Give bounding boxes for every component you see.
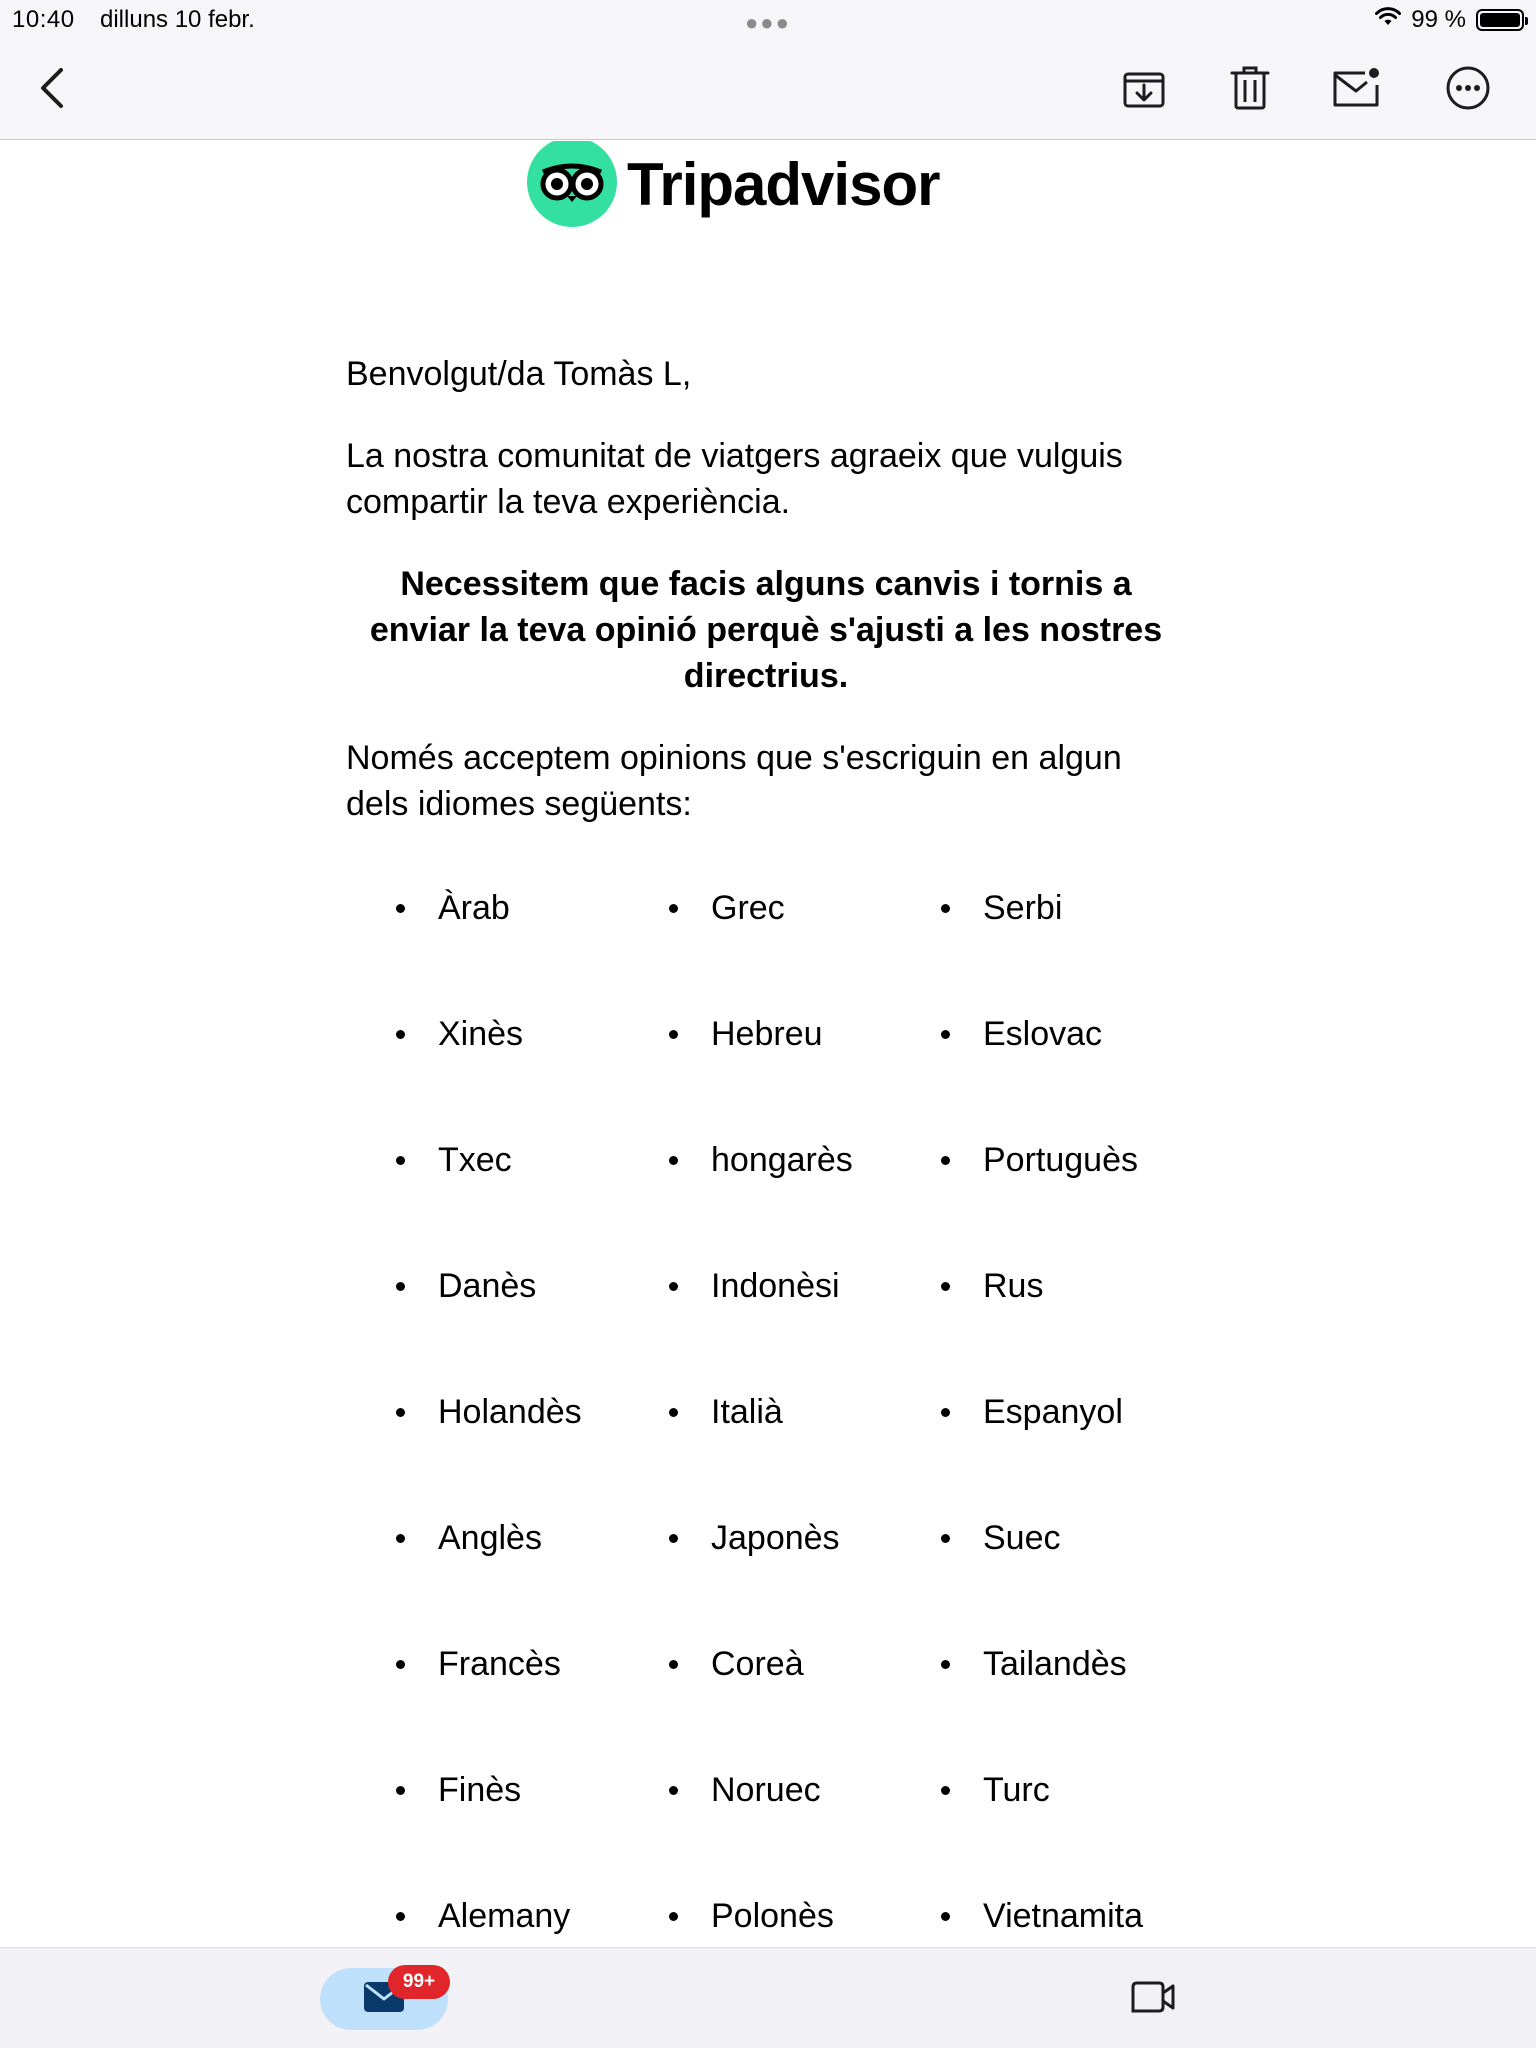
language-item	[390, 1767, 663, 1813]
battery-icon	[1476, 9, 1524, 31]
language-label: Finès	[438, 1770, 522, 1809]
mail-toolbar	[0, 40, 1536, 140]
bullet-icon	[396, 1030, 405, 1039]
bullet-icon	[941, 1030, 950, 1039]
unread-count-badge: 99+	[388, 1965, 450, 1999]
language-item	[935, 1893, 1235, 1939]
chevron-left-icon	[37, 66, 67, 115]
language-label: Portuguès	[983, 1140, 1138, 1179]
language-label: Xinès	[438, 1014, 524, 1053]
language-item	[935, 1515, 1235, 1561]
language-label: Àrab	[438, 888, 510, 927]
status-bar	[0, 0, 1536, 40]
language-label: Turc	[983, 1770, 1050, 1809]
language-item	[935, 1641, 1235, 1687]
language-label: Vietnamita	[983, 1896, 1144, 1935]
language-label: Txec	[438, 1140, 512, 1179]
status-time: 10:40	[12, 6, 75, 33]
intro-paragraph: La nostra comunitat de viatgers agraeix que vulguis compartir la teva experiència.	[346, 437, 1123, 521]
language-item	[390, 1263, 663, 1309]
bullet-icon	[669, 1282, 678, 1291]
bullet-icon	[941, 1786, 950, 1795]
owl-logo-icon	[527, 141, 617, 227]
language-item	[935, 1263, 1235, 1309]
bullet-icon	[396, 1660, 405, 1669]
notice-paragraph: Necessitem que facis alguns canvis i tornis a enviar la teva opinió perquè s'ajusti a les nostres directrius.	[369, 565, 1163, 695]
language-item	[663, 1389, 935, 1435]
more-icon	[1445, 65, 1491, 116]
video-icon	[1129, 1979, 1175, 2018]
bullet-icon	[941, 904, 950, 913]
language-item	[935, 1767, 1235, 1813]
bullet-icon	[669, 1660, 678, 1669]
language-label: Hebreu	[711, 1014, 823, 1053]
mail-unread-icon	[1331, 67, 1381, 114]
languages-intro: Només acceptem opinions que s'escriguin en algun dels idiomes següents:	[346, 739, 1122, 823]
language-label: Rus	[983, 1266, 1044, 1305]
bullet-icon	[669, 1786, 678, 1795]
language-item	[390, 1389, 663, 1435]
language-item	[663, 1641, 935, 1687]
language-label: Eslovac	[983, 1014, 1103, 1053]
bullet-icon	[941, 1912, 950, 1921]
language-item	[663, 1515, 935, 1561]
language-label: Coreà	[711, 1644, 804, 1683]
language-item	[663, 1767, 935, 1813]
video-tab-button[interactable]	[1128, 1978, 1176, 2018]
language-label: Holandès	[438, 1392, 582, 1431]
language-item	[663, 885, 935, 931]
bottom-bar	[0, 1947, 1536, 2048]
email-body	[0, 141, 1536, 1947]
language-label: Polonès	[711, 1896, 834, 1935]
bullet-icon	[669, 1408, 678, 1417]
language-item	[390, 1515, 663, 1561]
more-button[interactable]	[1440, 62, 1496, 118]
bullet-icon	[941, 1156, 950, 1165]
bullet-icon	[396, 1156, 405, 1165]
language-item	[390, 1011, 663, 1057]
language-label: Suec	[983, 1518, 1061, 1557]
language-item	[663, 1137, 935, 1183]
language-item	[390, 1137, 663, 1183]
multitasking-dots-icon[interactable]: ●●●	[745, 10, 791, 35]
archive-icon	[1122, 66, 1166, 115]
bullet-icon	[941, 1282, 950, 1291]
language-item	[935, 1389, 1235, 1435]
status-date: dilluns 10 febr.	[100, 6, 255, 33]
language-label: Anglès	[438, 1518, 542, 1557]
language-label: Alemany	[438, 1896, 571, 1935]
bullet-icon	[941, 1660, 950, 1669]
back-button[interactable]	[24, 62, 80, 118]
wifi-icon	[1375, 6, 1401, 34]
language-label: Japonès	[711, 1518, 840, 1557]
language-item	[390, 1641, 663, 1687]
archive-button[interactable]	[1116, 62, 1172, 118]
bullet-icon	[396, 1282, 405, 1291]
language-item	[935, 885, 1235, 931]
language-item	[935, 1011, 1235, 1057]
language-item	[390, 885, 663, 931]
mark-unread-button[interactable]	[1328, 62, 1384, 118]
bullet-icon	[941, 1408, 950, 1417]
bullet-icon	[669, 1156, 678, 1165]
language-label: Serbi	[983, 888, 1063, 927]
language-label: hongarès	[711, 1140, 853, 1179]
language-item	[935, 1137, 1235, 1183]
language-label: Espanyol	[983, 1392, 1123, 1431]
language-item	[663, 1893, 935, 1939]
bullet-icon	[669, 1912, 678, 1921]
language-item	[663, 1263, 935, 1309]
bullet-icon	[396, 1786, 405, 1795]
bullet-icon	[669, 1534, 678, 1543]
status-right	[1375, 6, 1524, 34]
language-label: Tailandès	[983, 1644, 1127, 1683]
bullet-icon	[669, 1030, 678, 1039]
bullet-icon	[396, 1534, 405, 1543]
bullet-icon	[396, 1408, 405, 1417]
language-label: Noruec	[711, 1770, 821, 1809]
trash-icon	[1230, 65, 1270, 116]
greeting: Benvolgut/da Tomàs L,	[346, 355, 692, 393]
bullet-icon	[396, 904, 405, 913]
languages-list	[390, 885, 1240, 1939]
language-label: Grec	[711, 888, 785, 927]
battery-percent: 99 %	[1411, 6, 1466, 33]
language-label: Italià	[711, 1392, 783, 1431]
language-item	[390, 1893, 663, 1939]
language-item	[663, 1011, 935, 1057]
tripadvisor-logo[interactable]	[527, 141, 939, 227]
brand-name: Tripadvisor	[627, 150, 940, 218]
bullet-icon	[941, 1534, 950, 1543]
battery-fill	[1480, 13, 1520, 27]
bullet-icon	[396, 1912, 405, 1921]
delete-button[interactable]	[1222, 62, 1278, 118]
language-label: Danès	[438, 1266, 537, 1305]
bullet-icon	[669, 904, 678, 913]
language-label: Francès	[438, 1644, 561, 1683]
language-label: Indonèsi	[711, 1266, 840, 1305]
